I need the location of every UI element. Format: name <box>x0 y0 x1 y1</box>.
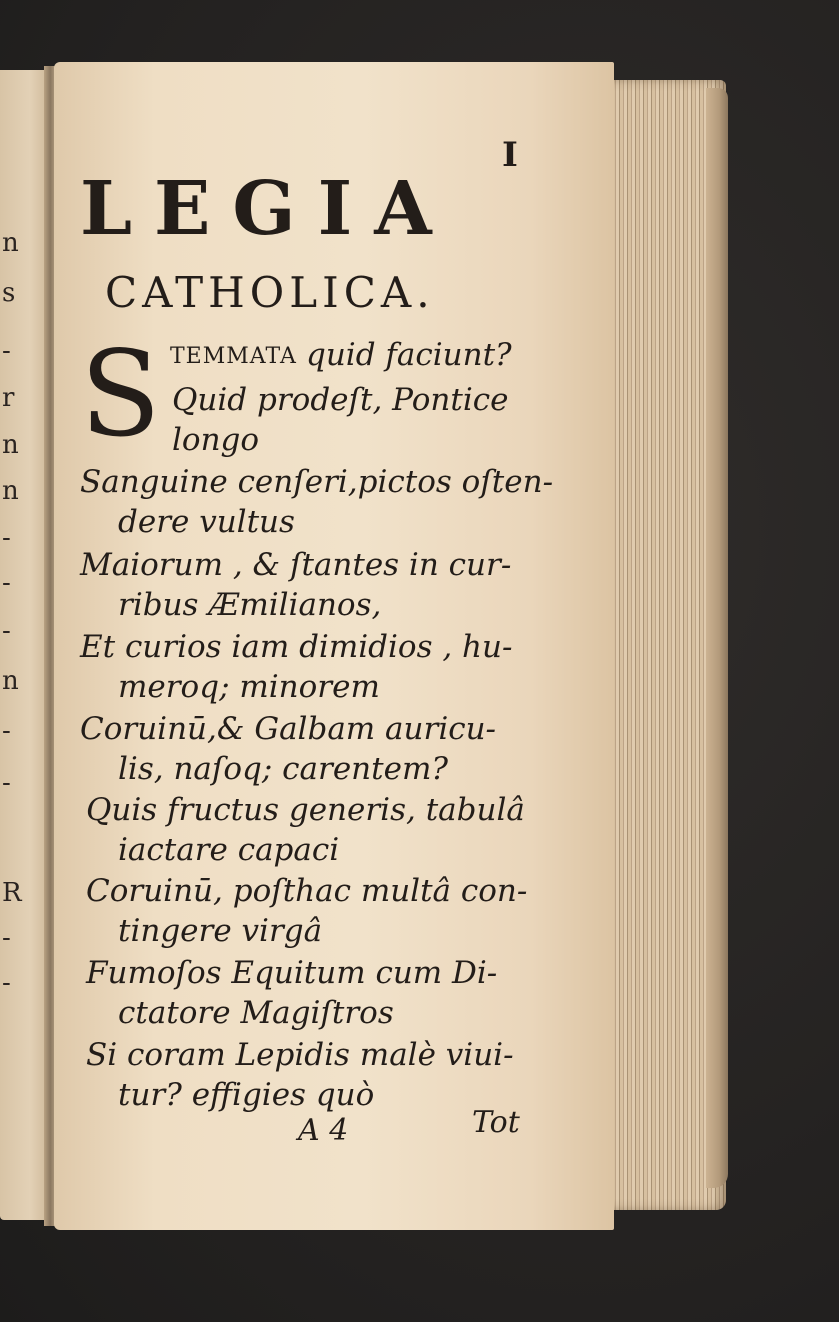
page-subtitle: CATHOLICA. <box>105 268 435 317</box>
left-page-fragment: - <box>2 336 11 366</box>
verse-line: Coruinū, poſthac multâ con- <box>86 873 528 909</box>
signature-mark: A 4 <box>298 1113 349 1148</box>
verse-line: lis, naſoq; carentem? <box>118 751 448 787</box>
verse-line: Quis fructus generis, tabulâ <box>86 792 525 828</box>
left-page-fragment: - <box>2 523 11 553</box>
left-page-fragment: - <box>2 716 11 746</box>
verse-line: dere vultus <box>118 504 295 540</box>
fore-edge <box>706 88 728 1188</box>
verse-line: tingere virgâ <box>118 913 323 949</box>
verse-line: tur? effigies quò <box>118 1077 375 1113</box>
catchword: Tot <box>472 1105 520 1140</box>
page-title: LEGIA <box>80 166 454 252</box>
left-page-fragment: s <box>2 278 16 308</box>
left-page-fragment: r <box>2 383 15 413</box>
verse-line: ctatore Magiſtros <box>118 995 394 1031</box>
left-page-edge <box>0 70 50 1220</box>
verse-line: Et curios iam dimidios , hu- <box>80 629 513 665</box>
verse-line: Sanguine cenſeri,pictos oſten- <box>80 464 554 500</box>
verse-line: longo <box>172 422 260 458</box>
verse-line: ribus Æmilianos, <box>118 587 382 623</box>
verse-line: Maiorum , & ſtantes in cur- <box>80 547 512 583</box>
left-page-fragment: - <box>2 923 11 953</box>
left-page-fragment: R <box>2 878 22 908</box>
left-page-fragment: n <box>2 476 19 506</box>
verse-line: iactare capaci <box>118 832 340 868</box>
verse-line: Coruinū,& Galbam auricu- <box>80 711 497 747</box>
verse-line: quid faciunt? <box>306 337 512 373</box>
left-page-fragment: n <box>2 228 19 258</box>
verse-line: Si coram Lepidis malè viui- <box>86 1037 514 1073</box>
left-page-fragment: n <box>2 666 19 696</box>
left-page-fragment: - <box>2 568 11 598</box>
verse-line: Fumoſos Equitum cum Di- <box>86 955 498 991</box>
left-page-fragment: - <box>2 616 11 646</box>
verse-line: Quid prodeſt, Pontice <box>172 382 509 418</box>
left-page-fragment: - <box>2 968 11 998</box>
verse-line: meroq; minorem <box>118 669 380 705</box>
left-page-fragment: n <box>2 430 19 460</box>
left-page-fragment: - <box>2 768 11 798</box>
folio-number: I <box>502 135 518 175</box>
drop-cap: S <box>80 325 161 463</box>
first-line-capitals: TEMMATA <box>170 344 297 369</box>
